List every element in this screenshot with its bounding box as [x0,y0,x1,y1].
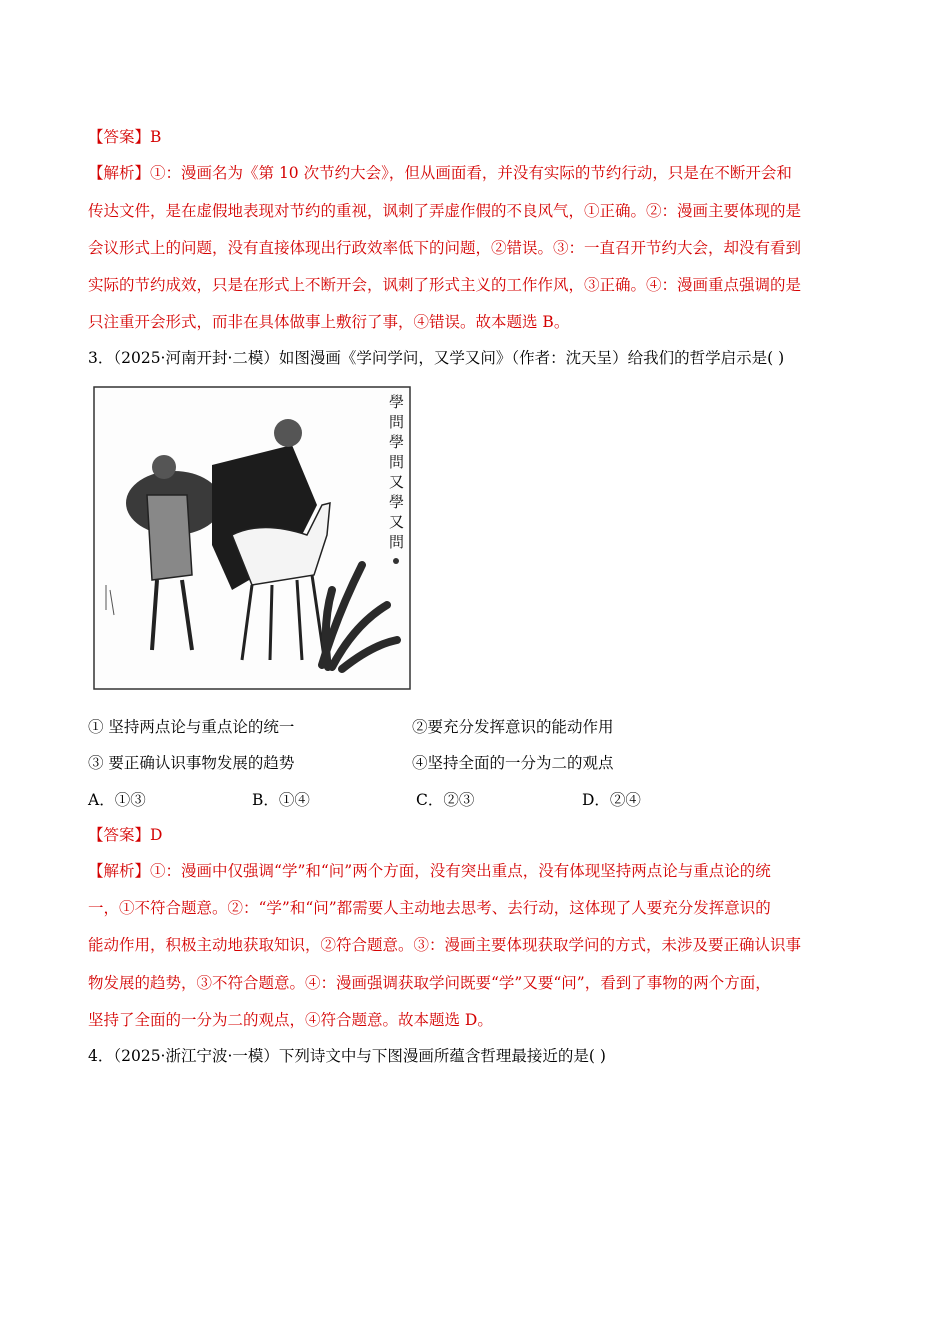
q3-answer [88,824,162,846]
figure-caption-char: 又 [389,473,405,491]
q2-analysis-line-4: 实际的节约成效，只是在形式上不断开会，讽刺了形式主义的工作作风，③正确。④：漫画重点强调的是 [88,276,802,294]
figure-caption-char: 學 [389,393,405,411]
statement-3: ③ 要正确认识事物发展的趋势 [88,754,295,772]
q3-analysis-line-5: 坚持了全面的一分为二的观点，④符合题意。故本题选 D。 [88,1011,493,1029]
option-b: B．①④ [252,791,310,809]
seal-icon [393,558,399,564]
q3-analysis-line-1: 【解析】①：漫画中仅强调“学”和“问”两个方面，没有突出重点，没有体现坚持两点论与重点论的统 [88,862,771,880]
q3-analysis-line-2: 一，①不符合题意。②：“学”和“问”都需要人主动地去思考、去行动，这体现了人要充分发挥意识的 [88,899,771,917]
q4-stem: 4．（2025·浙江宁波·一模）下列诗文中与下图漫画所蕴含哲理最接近的是( ) [88,1047,606,1065]
q2-analysis-line-1: 【解析】①：漫画名为《第 10 次节约大会》，但从画面看，并没有实际的节约行动，只是在不断开会和 [88,164,792,182]
cartoon-figure [92,385,412,691]
analysis-tag: 【解析】 [88,862,151,880]
figure-caption-char: 問 [389,533,405,551]
answer-tag: 【答案】 [88,128,151,146]
figure-caption-char: 學 [389,493,405,511]
q3-analysis-line-4: 物发展的趋势，③不符合题意。④：漫画强调获取学问既要“学”又要“问”，看到了事物的两个方面， [88,974,771,992]
figure-caption-char: 又 [389,513,405,531]
figure-caption-char: 學 [389,433,405,451]
figure-caption-char: 問 [389,413,405,431]
q2-analysis-line-3: 会议形式上的问题，没有直接体现出行政效率低下的问题，②错误。③：一直召开节约大会，却没有看到 [88,239,802,257]
answer-tag: 【答案】 [88,826,151,844]
q2-analysis-line-2: 传达文件，是在虚假地表现对节约的重视，讽刺了弄虚作假的不良风气，①正确。②：漫画主要体现的是 [88,202,802,220]
option-d: D．②④ [582,791,641,809]
figure-caption-char: 問 [389,453,405,471]
q2-answer [88,126,161,148]
option-a: A．①③ [88,791,146,809]
student-body [147,495,192,580]
statement-2: ②要充分发挥意识的能动作用 [412,718,614,736]
option-c: C．②③ [416,791,475,809]
q2-analysis-line-5: 只注重开会形式，而非在具体做事上敷衍了事，④错误。故本题选 B。 [88,313,570,331]
answer-value: B [150,128,162,146]
answer-value: D [150,826,163,844]
student-head [152,455,176,479]
q3-stem: 3．（2025·河南开封·二模）如图漫画《学问学问，又学又问》（作者：沈天呈）给我们的哲学启示是( ) [88,349,785,367]
statement-1: ① 坚持两点论与重点论的统一 [88,718,295,736]
statement-4: ④坚持全面的一分为二的观点 [412,754,614,772]
analysis-tag: 【解析】 [88,164,151,182]
scholar-head [274,419,302,447]
q3-analysis-line-3: 能动作用，积极主动地获取知识，②符合题意。③：漫画主要体现获取学问的方式，未涉及要正确认识事 [88,936,802,954]
